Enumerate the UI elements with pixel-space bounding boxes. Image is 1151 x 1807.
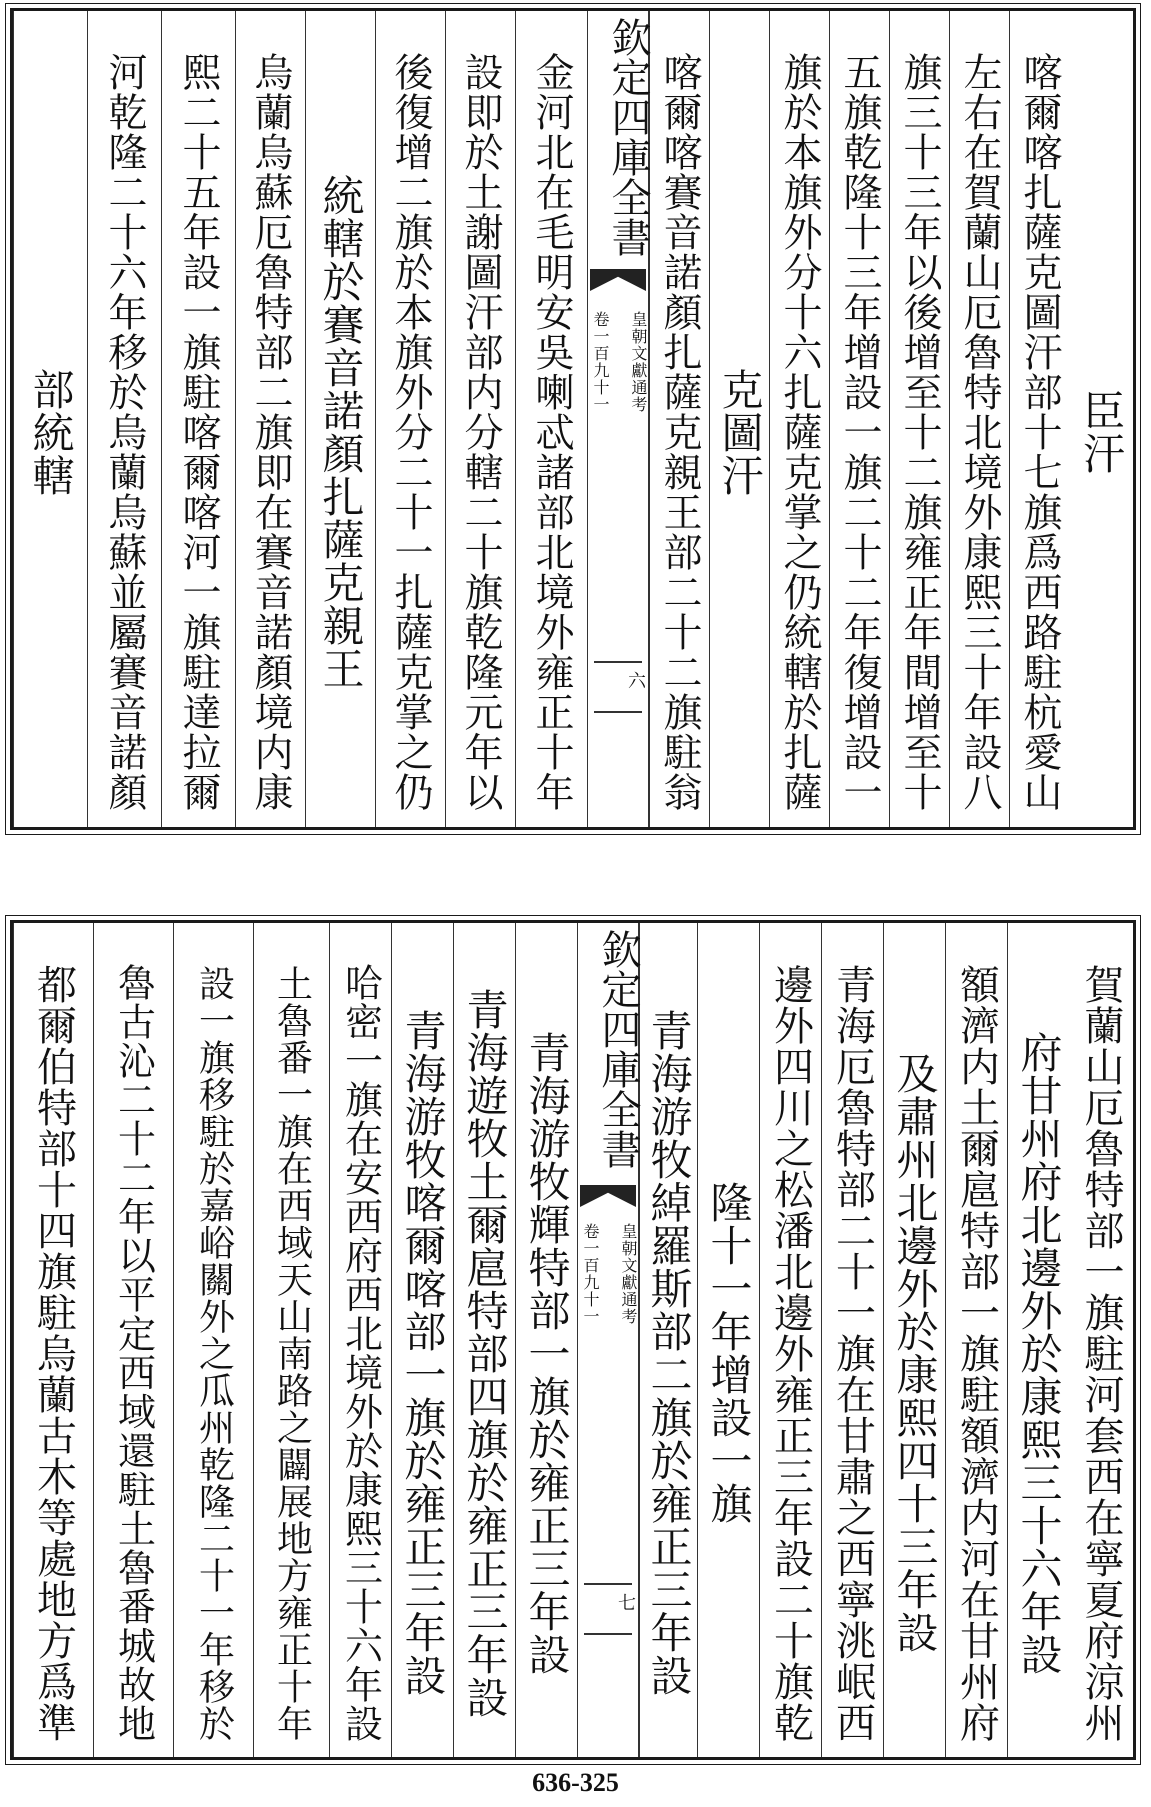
column-text: 青海遊牧土爾扈特部四旗於雍正三年設	[460, 987, 510, 1719]
column-text: 都爾伯特部十四旗駐烏蘭古木等處地方爲準	[30, 963, 77, 1743]
fishtail-mark	[580, 1185, 636, 1207]
text-column	[13, 11, 87, 827]
text-column	[515, 923, 577, 1757]
text-column	[821, 923, 883, 1757]
text-column	[329, 923, 391, 1757]
column-text: 五旗乾隆十三年增設一旗二十二年復增設一	[837, 52, 882, 812]
book-collection-title: 欽定四庫全書	[595, 929, 641, 1169]
text-column	[253, 923, 329, 1757]
column-text: 設一旗移駐於嘉峪關外之瓜州乾隆二十一年移於	[193, 964, 235, 1742]
center-rule	[594, 711, 642, 713]
center-margin	[577, 923, 639, 1757]
column-text: 金河北在毛明安吳喇忒諸部北境外雍正十年	[529, 52, 574, 812]
page-number: 636-325	[532, 1768, 619, 1797]
column-text: 賀蘭山厄魯特部一旗駐河套西在寧夏府涼州	[1078, 963, 1124, 1743]
bottom-page	[10, 920, 1136, 1760]
fishtail-mark	[590, 269, 646, 291]
center-rule	[584, 1583, 632, 1585]
top-page	[10, 8, 1136, 830]
column-text: 部統轄	[26, 367, 76, 497]
text-column	[883, 923, 945, 1757]
book-collection-title: 欽定四庫全書	[605, 17, 651, 257]
column-text: 青海游牧輝特部一旗於雍正三年設	[522, 1030, 572, 1676]
column-text: 府甘州府北邊外於康熙三十六年設	[1014, 1030, 1064, 1676]
text-column	[759, 923, 821, 1757]
book-name: 皇朝文獻通考	[619, 1223, 638, 1325]
column-text: 土魯番一旗在西域天山南路之闢展地方雍正十年	[271, 964, 313, 1742]
text-column	[769, 11, 829, 827]
column-text: 統轄於賽音諾顏扎薩克親王	[316, 174, 366, 690]
column-text: 哈密一旗在安西府西北境外於康熙三十六年設	[338, 963, 383, 1743]
column-text: 克圖汗	[715, 367, 765, 497]
column-text: 河乾隆二十六年移於烏蘭烏蘇並屬賽音諾顏	[102, 52, 147, 812]
text-column	[161, 11, 235, 827]
center-rule	[594, 661, 642, 663]
text-column	[445, 11, 515, 827]
text-column	[1009, 11, 1069, 827]
column-text: 臣汗	[1077, 389, 1126, 475]
column-text: 設即於土謝圖汗部内分轄二十旗乾隆元年以	[458, 52, 503, 812]
text-column	[375, 11, 445, 827]
column-text: 隆十一年增設一旗	[704, 1181, 754, 1525]
book-name: 皇朝文獻通考	[629, 311, 648, 413]
text-column	[697, 923, 759, 1757]
text-column	[829, 11, 889, 827]
juan-number: 卷一百九十一	[581, 1223, 600, 1325]
center-margin	[587, 11, 649, 827]
text-column	[515, 11, 587, 827]
text-column	[453, 923, 515, 1757]
text-column	[649, 11, 709, 827]
column-text: 青海游牧喀爾喀部一旗於雍正三年設	[398, 1009, 448, 1697]
juan-number: 卷一百九十一	[591, 311, 610, 413]
column-text: 後復增二旗於本旗外分二十一扎薩克掌之仍	[388, 52, 433, 812]
column-text: 魯古沁二十二年以平定西域還駐土魯番城故地	[111, 963, 156, 1743]
column-text: 喀爾喀賽音諾顏扎薩克親王部二十二旗駐翁	[657, 52, 702, 812]
center-rule	[584, 1633, 632, 1635]
text-column	[1069, 923, 1133, 1757]
text-column	[889, 11, 949, 827]
column-text: 喀爾喀扎薩克圖汗部十七旗爲西路駐杭愛山	[1017, 52, 1062, 812]
text-column	[1007, 923, 1069, 1757]
column-text: 左右在賀蘭山厄魯特北境外康熙三十年設八	[957, 52, 1002, 812]
column-text: 青海游牧綽羅斯部二旗於雍正三年設	[644, 1009, 694, 1697]
column-text: 邊外四川之松潘北邊外雍正三年設二十旗乾	[767, 963, 814, 1743]
text-column	[93, 923, 173, 1757]
text-column	[87, 11, 161, 827]
folio-number: 六	[625, 671, 646, 689]
column-text: 額濟内土爾扈特部一旗駐額濟内河在甘州府	[953, 963, 1000, 1743]
text-column	[709, 11, 769, 827]
column-text: 旗三十三年以後增至十二旗雍正年間增至十	[897, 52, 942, 812]
text-column	[1069, 11, 1133, 827]
text-column	[305, 11, 375, 827]
text-column	[235, 11, 305, 827]
text-column	[945, 923, 1007, 1757]
column-text: 熙二十五年設一旗駐喀爾喀河一旗駐達拉爾	[176, 52, 221, 812]
folio-number: 七	[615, 1593, 636, 1611]
text-column	[13, 923, 93, 1757]
column-text: 青海厄魯特部二十一旗在甘肅之西寧洮岷西	[829, 963, 876, 1743]
column-text: 烏蘭烏蘇厄魯特部二旗即在賽音諾顏境内康	[248, 52, 293, 812]
column-text: 及肅州北邊外於康熙四十三年設	[890, 1052, 940, 1654]
text-column	[639, 923, 697, 1757]
text-column	[949, 11, 1009, 827]
text-column	[391, 923, 453, 1757]
text-column	[173, 923, 253, 1757]
column-text: 旗於本旗外分十六扎薩克掌之仍統轄於扎薩	[777, 52, 822, 812]
